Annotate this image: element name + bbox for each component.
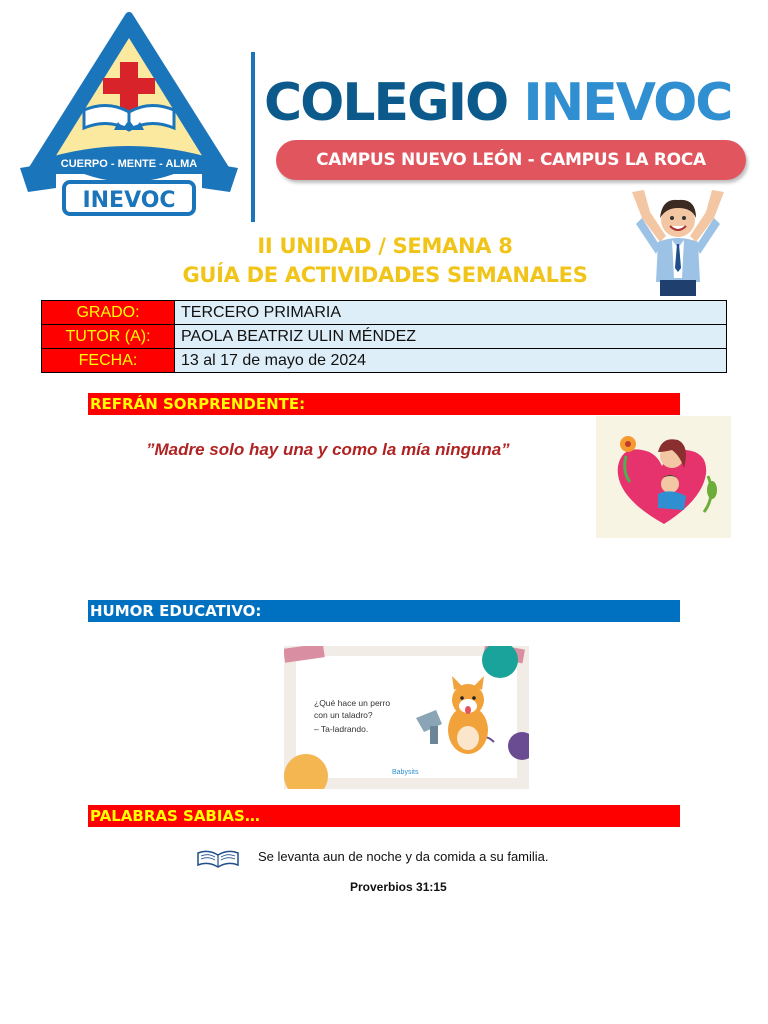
- campus-banner: CAMPUS NUEVO LEÓN - CAMPUS LA ROCA: [276, 140, 746, 180]
- bible-reference: Proverbios 31:15: [350, 880, 447, 894]
- logo-motto: CUERPO - MENTE - ALMA: [60, 158, 198, 170]
- joke-question-line2: con un taladro?: [314, 710, 373, 720]
- palabras-section-title: PALABRAS SABIAS…: [88, 805, 680, 827]
- open-book-icon: [196, 847, 240, 869]
- guide-heading: GUÍA DE ACTIVIDADES SEMANALES: [182, 263, 588, 287]
- school-title-part1: COLEGIO: [264, 73, 508, 133]
- date-value: 13 al 17 de mayo de 2024: [175, 349, 727, 373]
- bible-verse: Se levanta aun de noche y da comida a su familia.: [258, 849, 549, 864]
- school-logo: [18, 12, 240, 220]
- table-row: [42, 349, 727, 373]
- grade-value: TERCERO PRIMARIA: [175, 301, 727, 325]
- tutor-label: TUTOR (A):: [42, 325, 175, 349]
- school-title: [264, 68, 754, 138]
- info-table: [41, 300, 727, 373]
- grade-label: GRADO:: [42, 301, 175, 325]
- date-label: FECHA:: [42, 349, 175, 373]
- joke-brand: Babysits: [392, 769, 419, 776]
- tutor-value: PAOLA BEATRIZ ULIN MÉNDEZ: [175, 325, 727, 349]
- header-divider: [251, 52, 255, 222]
- table-row: [42, 301, 727, 325]
- joke-answer: – Ta-ladrando.: [314, 724, 369, 734]
- joke-card-image: [284, 646, 529, 789]
- school-title-part2: INEVOC: [523, 73, 732, 133]
- mother-child-image: [596, 416, 731, 538]
- refran-quote: ”Madre solo hay una y como la mía ninguna”: [146, 440, 510, 459]
- unit-heading: II UNIDAD / SEMANA 8: [257, 234, 513, 258]
- logo-name: INEVOC: [82, 188, 176, 213]
- joke-question-line1: ¿Qué hace un perro: [314, 698, 391, 708]
- humor-section-title: HUMOR EDUCATIVO:: [88, 600, 680, 622]
- table-row: [42, 325, 727, 349]
- refran-section-title: REFRÁN SORPRENDENTE:: [88, 393, 680, 415]
